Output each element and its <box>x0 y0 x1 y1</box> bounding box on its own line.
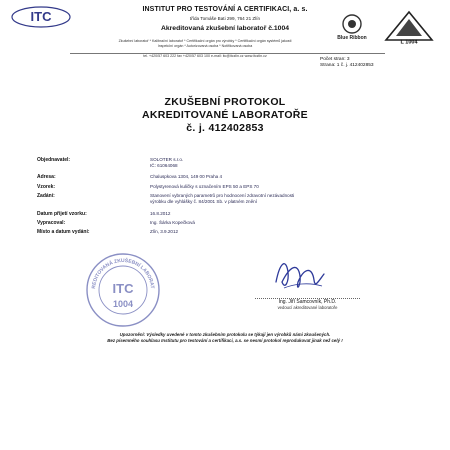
footer-note-2: Bez písemného souhlasu Institutu pro testování a certifikaci, a.s. se nesmí protokol reprodukovat jinak než celý ! <box>107 338 343 343</box>
signatory-role: vedoucí akreditované laboratoře <box>277 305 338 310</box>
svg-text:L 1004: L 1004 <box>400 39 418 44</box>
field-label: Vypracoval: <box>37 220 66 226</box>
institute-name: INSTITUT PRO TESTOVÁNÍ A CERTIFIKACI, a. s. <box>142 6 308 13</box>
laboratory-stamp <box>85 252 161 328</box>
svg-text:AKREDITOVANÁ ZKUŠEBNÍ LABORATO: REDITOVANÁ ZKUŠEBNÍ LABORAT <box>90 257 155 290</box>
services-line-1: Zkušební laboratoř * Kalibrační laboratoř * Certifikační orgán pro výrobky * Certifikační orgán systémů jakosti <box>118 39 292 43</box>
page-count: Počet stran: 3 <box>320 57 350 62</box>
stamp-icon <box>85 252 161 328</box>
signature-mark <box>270 252 330 296</box>
field-value: výrobku dle vyhlášky č. 84/2001 Sb. v platném znění <box>150 199 257 204</box>
footer-note-1: Upozornění: Výsledky uvedené v tomto zkušebním protokolu se týkají jen výrobků námi zkoušených. <box>119 332 331 337</box>
svg-text:ITC: ITC <box>112 281 134 296</box>
field-value: Polystyrenová kuličky s označením EPS 50 a EPS 70 <box>150 184 259 189</box>
triangle-badge-icon <box>384 10 434 44</box>
ribbon-icon <box>334 12 370 44</box>
contact-line: tel. +420/57 603 222 fax +420/57 603 100 e-mail: itc@itczlin.cz www.itczlin.cz <box>143 54 267 58</box>
protocol-number: č. j. 412402853 <box>186 122 264 134</box>
field-value: Ing. Šárka Kopečková <box>150 220 195 225</box>
field-value: SOLOTER s.r.o. <box>150 157 184 162</box>
field-value: 16.8.2012 <box>150 211 171 216</box>
field-value: Stanovení vybraných parametrů pro hodnocení zdravotní nezávadnosti <box>150 193 295 198</box>
svg-text:ITC: ITC <box>30 9 52 24</box>
field-label: Vzorek: <box>37 184 56 190</box>
field-label: Místo a datum vydání: <box>37 229 90 235</box>
field-label: Zadání: <box>37 193 55 199</box>
field-label: Objednavatel: <box>37 157 71 163</box>
field-label: Adresa: <box>37 174 56 180</box>
field-value: IČ: 61064068 <box>150 163 178 168</box>
field-label: Datum přijetí vzorku: <box>37 211 87 217</box>
institute-address: třída Tomáše Bati 299, 764 21 Zlín <box>189 16 261 21</box>
svg-text:Blue Ribbon: Blue Ribbon <box>337 35 367 41</box>
services-line-2: Inspekční orgán * Autorizovaná osoba * Notifikovaná osoba <box>157 44 253 48</box>
svg-text:1004: 1004 <box>112 299 134 309</box>
protocol-title: ZKUŠEBNÍ PROTOKOL <box>164 96 286 108</box>
signatory-name: Ing. Jiří Samcovník, Ph.D. <box>278 299 337 305</box>
field-value: Chaluspkova 1304, 149 00 Praha 4 <box>150 174 223 179</box>
protocol-subtitle: AKREDITOVANÉ LABORATOŘE <box>142 109 308 121</box>
page-ref: Strana: 1 č. j. 412402853 <box>320 63 374 68</box>
field-value: Zlín, 3.9.2012 <box>150 229 179 234</box>
l1004-badge <box>384 10 434 44</box>
signature-icon <box>270 252 330 296</box>
accreditation-line: Akreditovaná zkušební laboratoř č.1004 <box>160 25 290 32</box>
blue-ribbon-logo <box>334 12 370 44</box>
